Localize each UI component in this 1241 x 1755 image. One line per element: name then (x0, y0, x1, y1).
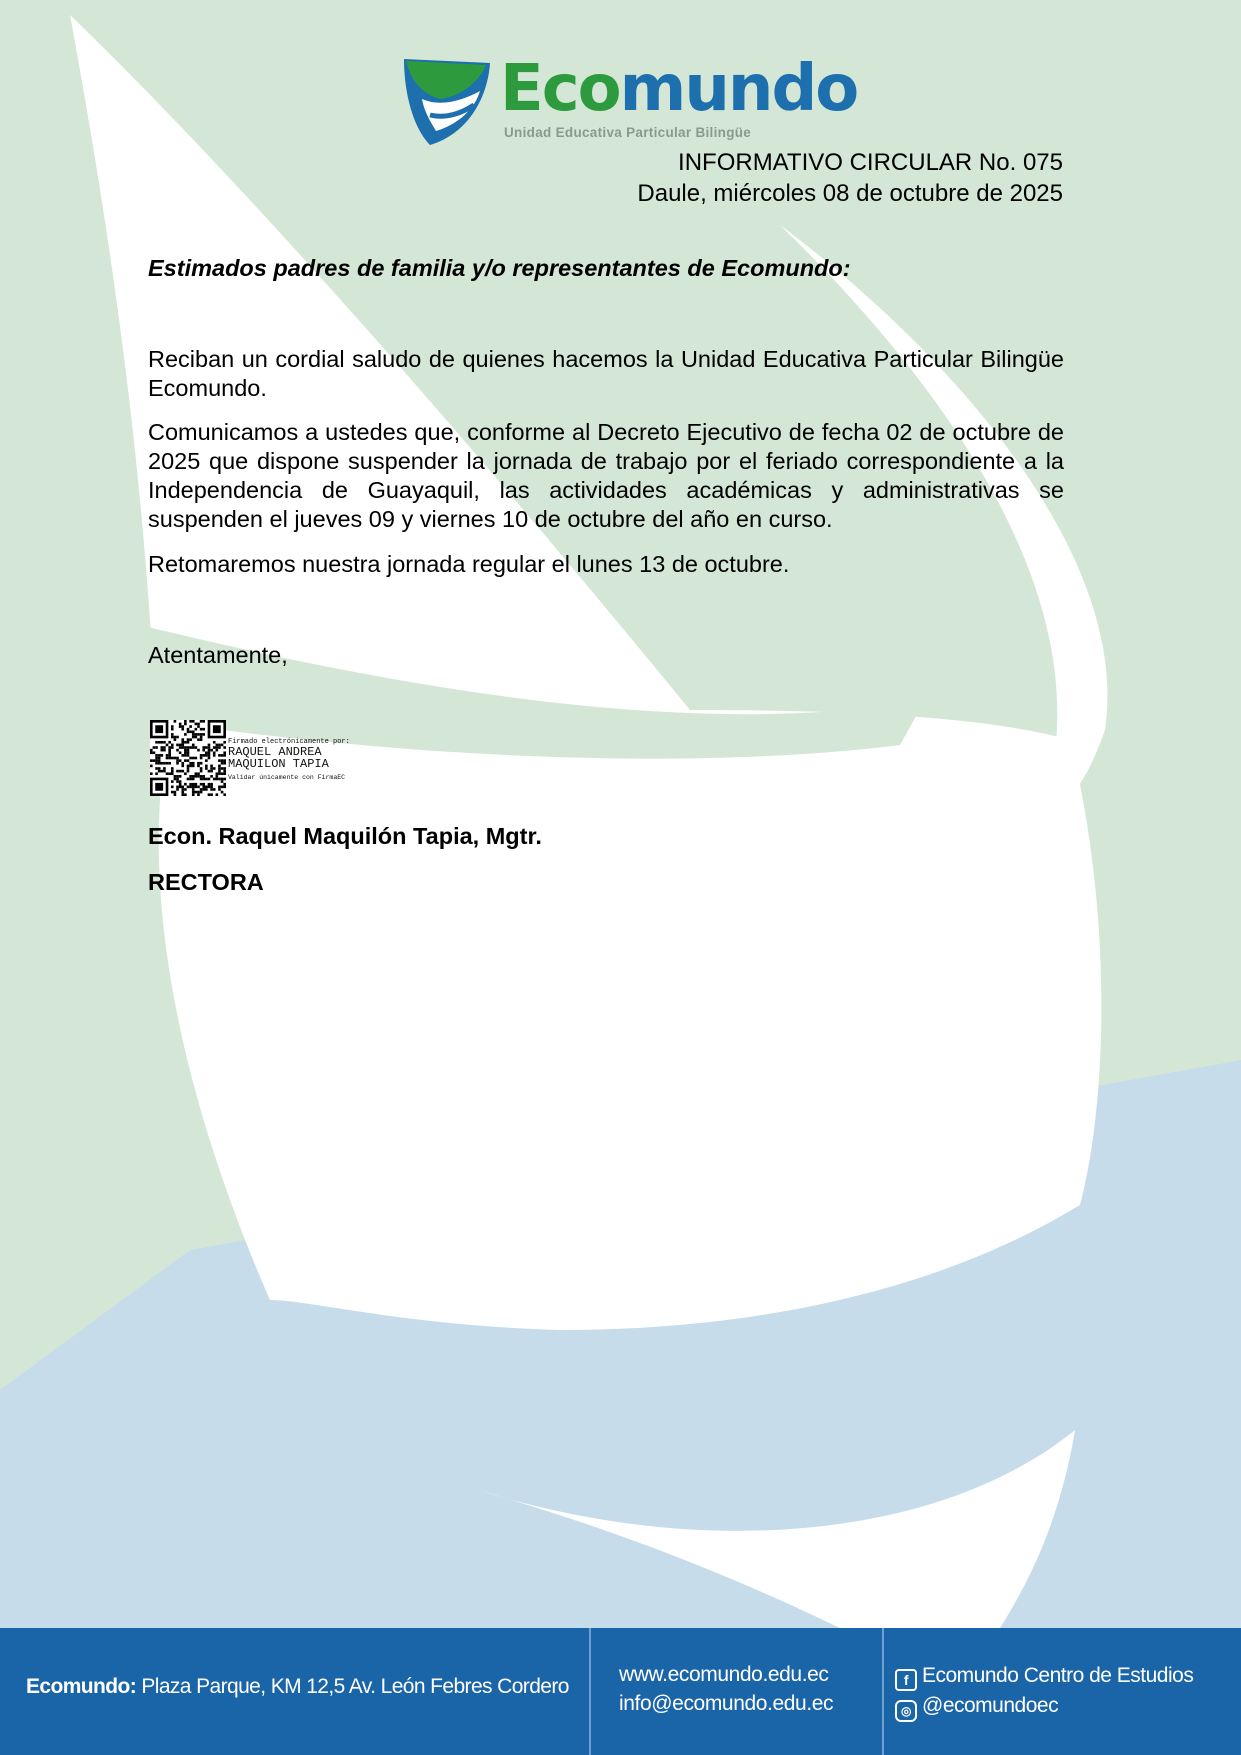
logo-shield-icon (400, 55, 492, 147)
logo-wordmark (500, 52, 858, 126)
signature-caption: Firmado electrónicamente por: (228, 738, 350, 746)
footer-address-text: Plaza Parque, KM 12,5 Av. León Febres Cordero (141, 1675, 569, 1698)
facebook-icon: f (895, 1669, 917, 1691)
signer-role: RECTORA (148, 869, 264, 895)
footer-contact (619, 1660, 833, 1718)
paragraph-announcement: Comunicamos a ustedes que, conforme al Decreto Ejecutivo de fecha 02 de octubre de 2025 que dispone suspender la jornada de trabajo por el feriado correspondiente a la Independencia de Guayaquil, las actividades académicas y administrativas se suspenden el jueves 09 y viernes 10 de octubre del año en curso. (148, 419, 1064, 532)
footer-address (26, 1675, 569, 1699)
logo-subtitle: Unidad Educativa Particular Bilingüe (504, 125, 752, 140)
footer-email-link[interactable]: info@ecomundo.edu.ec (619, 1692, 834, 1715)
greeting: Estimados padres de familia y/o representantes de Ecomundo: (148, 255, 851, 281)
logo-word-mundo: mundo (619, 52, 858, 126)
signature-name-line2: MAQUILON TAPIA (228, 757, 329, 771)
footer-instagram-link[interactable] (895, 1691, 1193, 1722)
footer-social (895, 1661, 1193, 1722)
footer-divider (882, 1628, 884, 1755)
signature-qr-code (150, 720, 226, 796)
logo-word-eco: Eco (500, 52, 620, 126)
footer-divider (589, 1628, 591, 1755)
paragraph-resume: Retomaremos nuestra jornada regular el lunes 13 de octubre. (148, 551, 790, 577)
footer-instagram-label: @ecomundoec (922, 1694, 1059, 1717)
footer (0, 1628, 1241, 1755)
signer-name: Econ. Raquel Maquilón Tapia, Mgtr. (148, 823, 542, 849)
instagram-icon: ◎ (895, 1700, 917, 1722)
circular-date: Daule, miércoles 08 de octubre de 2025 (637, 180, 1063, 207)
electronic-signature (150, 720, 350, 796)
footer-website-link[interactable]: www.ecomundo.edu.ec (619, 1663, 829, 1686)
footer-brand: Ecomundo: (26, 1675, 137, 1698)
signature-text (228, 738, 350, 781)
signature-validation-note: Validar únicamente con FirmaEC (228, 774, 346, 781)
circular-number: INFORMATIVO CIRCULAR No. 075 (678, 149, 1063, 176)
ecomundo-logo (400, 52, 858, 147)
signature-name-line1: RAQUEL ANDREA (228, 745, 322, 759)
closing: Atentamente, (148, 642, 288, 668)
footer-facebook-link[interactable] (895, 1661, 1193, 1691)
paragraph-greeting: Reciban un cordial saludo de quienes hacemos la Unidad Educativa Particular Bilingüe Ecomundo. (148, 346, 1064, 401)
footer-facebook-label: Ecomundo Centro de Estudios (922, 1664, 1194, 1687)
